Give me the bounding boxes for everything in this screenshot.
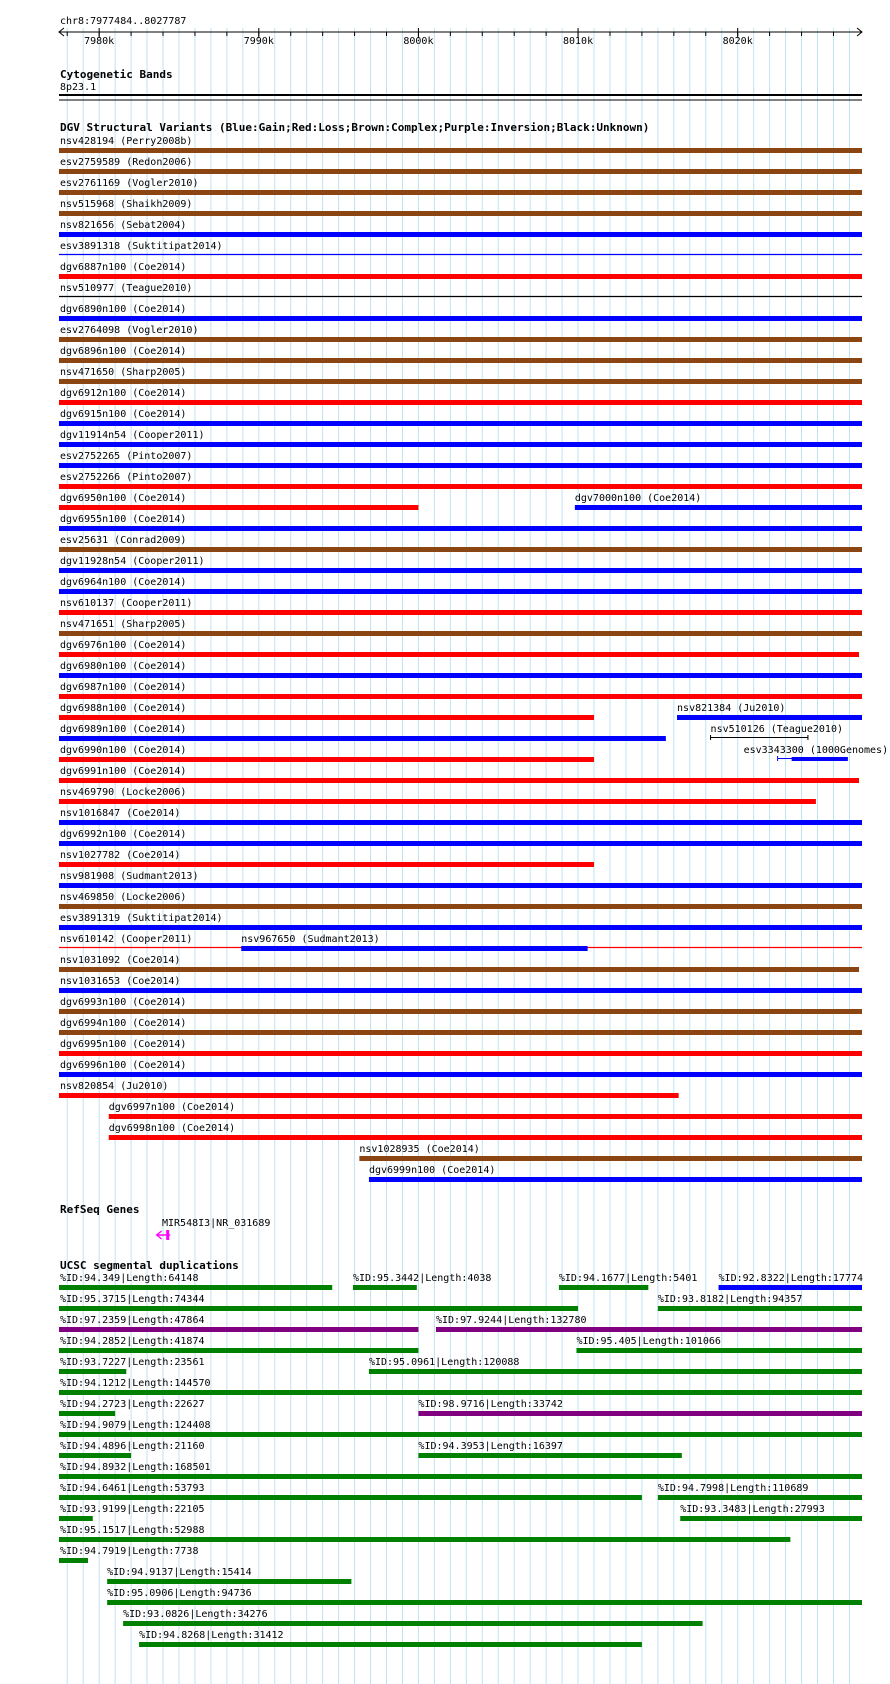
dgv-feature-label: dgv6955n100 (Coe2014) (60, 514, 187, 525)
dgv-feature-bar (59, 610, 862, 615)
segdup-feature-bar (680, 1516, 862, 1521)
segdup-feature-label: %ID:94.8932|Length:168501 (60, 1462, 211, 1473)
dgv-track (59, 136, 888, 1182)
segdup-feature-bar (353, 1285, 417, 1290)
dgv-feature-label: dgv6997n100 (Coe2014) (108, 1102, 236, 1113)
segdup-feature-bar (59, 1390, 862, 1395)
segdup-feature-label: %ID:92.8322|Length:17774 (718, 1273, 864, 1284)
dgv-feature-bar (59, 400, 862, 405)
refseq-track-title: RefSeq Genes (60, 1203, 140, 1216)
dgv-feature-bar (59, 1093, 679, 1098)
dgv-feature-bar (59, 274, 862, 279)
segdup-feature-label: %ID:94.9079|Length:124408 (60, 1420, 211, 1431)
dgv-feature-bar (59, 421, 862, 426)
dgv-feature-label: esv25631 (Conrad2009) (60, 535, 187, 546)
dgv-feature-bar (59, 169, 862, 174)
dgv-feature-label: nsv1031653 (Coe2014) (60, 976, 181, 987)
dgv-feature-label: nsv1016847 (Coe2014) (60, 808, 181, 819)
dgv-feature-bar (369, 1177, 862, 1182)
segdup-feature-label: %ID:94.1677|Length:5401 (558, 1273, 698, 1284)
dgv-feature-bar (59, 316, 862, 321)
ruler-tick-label: 8010k (563, 36, 594, 47)
segdup-feature-label: %ID:98.9716|Length:33742 (418, 1399, 563, 1410)
dgv-feature-bar (59, 967, 859, 972)
dgv-feature-bar (59, 484, 862, 489)
segdup-feature-label: %ID:97.9244|Length:132780 (435, 1315, 587, 1326)
segdup-feature-bar (436, 1327, 862, 1332)
dgv-feature-bar (59, 358, 862, 363)
dgv-feature-bar (575, 505, 862, 510)
segdup-feature-label: %ID:94.6461|Length:53793 (60, 1483, 205, 1494)
dgv-feature-bar (109, 1114, 862, 1119)
dgv-feature-bar (59, 148, 862, 153)
segdup-feature-label: %ID:94.349|Length:64148 (60, 1273, 199, 1284)
dgv-feature-label: dgv6890n100 (Coe2014) (60, 304, 187, 315)
dgv-feature-label: nsv610142 (Cooper2011) (60, 934, 193, 945)
dgv-feature-label: dgv6987n100 (Coe2014) (60, 682, 187, 693)
segdup-feature-bar (719, 1285, 862, 1290)
segdup-feature-label: %ID:94.2723|Length:22627 (60, 1399, 205, 1410)
cytoband-label: 8p23.1 (60, 82, 97, 93)
dgv-feature-bar (59, 232, 862, 237)
segdup-feature-bar (107, 1600, 862, 1605)
dgv-feature-label: dgv6964n100 (Coe2014) (60, 577, 187, 588)
segdup-feature-label: %ID:93.7227|Length:23561 (60, 1357, 205, 1368)
dgv-feature-label: dgv11914n54 (Cooper2011) (60, 430, 205, 441)
dgv-feature-label: dgv6976n100 (Coe2014) (60, 640, 187, 651)
dgv-feature-bar (59, 505, 418, 510)
refseq-gene-exon (166, 1230, 169, 1240)
dgv-feature-label: esv2752266 (Pinto2007) (60, 472, 193, 483)
segdup-feature-label: %ID:93.9199|Length:22105 (60, 1504, 205, 1515)
dgv-feature-label: esv3891318 (Suktitipat2014) (60, 241, 223, 252)
dgv-feature-label: nsv471650 (Sharp2005) (60, 367, 187, 378)
segdup-feature-label: %ID:94.2852|Length:41874 (60, 1336, 205, 1347)
segdup-feature-bar (59, 1327, 418, 1332)
segdup-feature-label: %ID:94.3953|Length:16397 (418, 1441, 563, 1452)
segdup-feature-label: %ID:95.3442|Length:4038 (352, 1273, 492, 1284)
dgv-feature-label: nsv820854 (Ju2010) (60, 1081, 169, 1092)
dgv-feature-label: esv2759589 (Redon2006) (60, 157, 193, 168)
dgv-feature-label: esv2761169 (Vogler2010) (60, 178, 199, 189)
segdup-feature-label: %ID:94.7919|Length:7738 (60, 1546, 199, 1557)
segdup-feature-bar (139, 1642, 642, 1647)
dgv-feature-label: nsv967650 (Sudmant2013) (241, 934, 380, 945)
dgv-feature-label: dgv6995n100 (Coe2014) (60, 1039, 187, 1050)
dgv-feature-bar (59, 904, 862, 909)
dgv-feature-label: dgv6950n100 (Coe2014) (60, 493, 187, 504)
segdup-feature-bar (658, 1495, 862, 1500)
segdup-feature-bar (59, 1558, 88, 1563)
dgv-feature-label: dgv6999n100 (Coe2014) (368, 1165, 496, 1176)
dgv-feature-bar (59, 1051, 862, 1056)
segdup-feature-bar (418, 1453, 681, 1458)
dgv-feature-bar (59, 988, 862, 993)
dgv-feature-bar (109, 1135, 862, 1140)
segdup-feature-label: %ID:94.9137|Length:15414 (107, 1567, 252, 1578)
segdup-feature-label: %ID:94.7998|Length:110689 (657, 1483, 809, 1494)
segdup-feature-bar (369, 1369, 862, 1374)
dgv-feature-label: dgv6915n100 (Coe2014) (60, 409, 187, 420)
segdup-feature-bar (59, 1306, 578, 1311)
dgv-feature-bar (241, 946, 587, 951)
dgv-feature-label: nsv1031092 (Coe2014) (60, 955, 181, 966)
dgv-feature-label: dgv6896n100 (Coe2014) (60, 346, 187, 357)
dgv-feature-bar (59, 862, 594, 867)
dgv-feature-bar (59, 463, 862, 468)
segdup-feature-label: %ID:94.4896|Length:21160 (60, 1441, 205, 1452)
dgv-feature-label: nsv1028935 (Coe2014) (359, 1144, 480, 1155)
dgv-feature-label: nsv1027782 (Coe2014) (60, 850, 181, 861)
segdup-feature-bar (59, 1411, 115, 1416)
position-label: chr8:7977484..8027787 (60, 16, 187, 27)
dgv-feature-bar (792, 757, 848, 761)
segdup-feature-label: %ID:93.3483|Length:27993 (680, 1504, 825, 1515)
segdup-feature-label: %ID:95.405|Length:101066 (576, 1336, 721, 1347)
dgv-feature-bar (59, 715, 594, 720)
segdup-feature-label: %ID:93.8182|Length:94357 (657, 1294, 803, 1305)
segdup-feature-bar (123, 1621, 702, 1626)
cytoband-track-title: Cytogenetic Bands (60, 68, 173, 81)
ruler-tick-label: 8000k (403, 36, 434, 47)
dgv-feature-label: dgv6988n100 (Coe2014) (60, 703, 187, 714)
dgv-feature-bar (59, 547, 862, 552)
segdup-feature-bar (59, 1369, 126, 1374)
dgv-feature-bar (59, 589, 862, 594)
segdup-feature-bar (59, 1537, 790, 1542)
ruler-tick-label: 8020k (722, 36, 753, 47)
dgv-feature-label: nsv428194 (Perry2008b) (60, 136, 193, 147)
dgv-feature-label: dgv6996n100 (Coe2014) (60, 1060, 187, 1071)
dgv-feature-label: nsv510126 (Teague2010) (710, 724, 844, 735)
segdup-feature-label: %ID:93.0826|Length:34276 (123, 1609, 268, 1620)
segdup-feature-label: %ID:95.1517|Length:52988 (60, 1525, 205, 1536)
dgv-feature-bar (59, 883, 862, 888)
refseq-track (157, 1218, 271, 1240)
dgv-feature-label: nsv469790 (Locke2006) (60, 787, 187, 798)
dgv-feature-bar (677, 715, 862, 720)
dgv-feature-label: nsv821384 (Ju2010) (677, 703, 786, 714)
segdup-feature-label: %ID:95.0906|Length:94736 (107, 1588, 252, 1599)
dgv-feature-label: nsv510977 (Teague2010) (60, 283, 193, 294)
dgv-feature-bar (59, 736, 666, 741)
segdup-feature-bar (59, 1432, 862, 1437)
segdup-feature-bar (59, 1495, 642, 1500)
segdup-feature-label: %ID:94.1212|Length:144570 (60, 1378, 211, 1389)
dgv-feature-label: dgv6887n100 (Coe2014) (60, 262, 187, 273)
dgv-feature-label: esv2764098 (Vogler2010) (60, 325, 199, 336)
dgv-feature-bar (59, 820, 862, 825)
dgv-feature-bar (59, 694, 862, 699)
dgv-feature-label: dgv11928n54 (Cooper2011) (60, 556, 205, 567)
dgv-feature-bar (59, 631, 862, 636)
dgv-feature-label: nsv610137 (Cooper2011) (60, 598, 193, 609)
refseq-gene-label: MIR548I3|NR_031689 (162, 1218, 271, 1229)
dgv-feature-label: dgv6998n100 (Coe2014) (108, 1123, 236, 1134)
dgv-track-title: DGV Structural Variants (Blue:Gain;Red:Loss;Brown:Complex;Purple:Inversion;Black:Unknown) (60, 121, 650, 134)
dgv-feature-label: nsv821656 (Sebat2004) (60, 220, 187, 231)
dgv-feature-label: esv2752265 (Pinto2007) (60, 451, 193, 462)
dgv-feature-label: dgv6912n100 (Coe2014) (60, 388, 187, 399)
segdup-feature-bar (418, 1411, 862, 1416)
segdup-feature-bar (59, 1348, 418, 1353)
dgv-feature-bar (59, 925, 862, 930)
dgv-feature-label: nsv471651 (Sharp2005) (60, 619, 187, 630)
dgv-feature-bar (59, 1072, 862, 1077)
dgv-feature-label: dgv7000n100 (Coe2014) (574, 493, 702, 504)
dgv-feature-bar (59, 190, 862, 195)
dgv-feature-label: dgv6989n100 (Coe2014) (60, 724, 187, 735)
dgv-feature-label: esv3891319 (Suktitipat2014) (60, 913, 223, 924)
segdup-feature-bar (59, 1453, 131, 1458)
segdup-feature-label: %ID:97.2359|Length:47864 (60, 1315, 205, 1326)
dgv-feature-bar (59, 652, 859, 657)
segdup-track (59, 1273, 863, 1647)
segdup-feature-label: %ID:95.3715|Length:74344 (60, 1294, 205, 1305)
segdup-feature-bar (59, 1285, 332, 1290)
dgv-feature-label: nsv981908 (Sudmant2013) (60, 871, 199, 882)
ruler-tick-label: 7990k (243, 36, 274, 47)
dgv-feature-bar (359, 1156, 862, 1161)
segdup-feature-bar (107, 1579, 351, 1584)
dgv-feature-bar (59, 673, 862, 678)
segdup-feature-bar (658, 1306, 862, 1311)
segdup-feature-bar (59, 1474, 862, 1479)
dgv-feature-bar (59, 568, 862, 573)
dgv-feature-bar (59, 1030, 862, 1035)
segdup-track-title: UCSC segmental duplications (60, 1259, 239, 1272)
dgv-feature-bar (59, 379, 862, 384)
dgv-feature-bar (59, 799, 816, 804)
dgv-feature-bar (59, 757, 594, 762)
dgv-feature-bar (59, 1009, 862, 1014)
dgv-feature-label: nsv515968 (Shaikh2009) (60, 199, 193, 210)
dgv-feature-bar (59, 211, 862, 216)
dgv-feature-label: dgv6980n100 (Coe2014) (60, 661, 187, 672)
dgv-feature-bar (59, 337, 862, 342)
dgv-feature-label: dgv6990n100 (Coe2014) (60, 745, 187, 756)
segdup-feature-label: %ID:95.0961|Length:120088 (368, 1357, 520, 1368)
segdup-feature-label: %ID:94.8268|Length:31412 (139, 1630, 284, 1641)
dgv-feature-label: dgv6992n100 (Coe2014) (60, 829, 187, 840)
dgv-feature-bar (59, 778, 859, 783)
segdup-feature-bar (59, 1516, 93, 1521)
cytoband-band-8p23-1 (59, 94, 862, 96)
segdup-feature-bar (576, 1348, 862, 1353)
dgv-feature-bar (59, 526, 862, 531)
dgv-feature-bar (59, 841, 862, 846)
dgv-feature-bar (59, 442, 862, 447)
dgv-feature-label: dgv6993n100 (Coe2014) (60, 997, 187, 1008)
ruler-tick-label: 7980k (84, 36, 115, 47)
dgv-feature-label: dgv6994n100 (Coe2014) (60, 1018, 187, 1029)
segdup-feature-bar (559, 1285, 648, 1290)
dgv-feature-label: nsv469850 (Locke2006) (60, 892, 187, 903)
dgv-feature-label: dgv6991n100 (Coe2014) (60, 766, 187, 777)
dgv-feature-label: esv3343300 (1000Genomes) (743, 745, 889, 756)
